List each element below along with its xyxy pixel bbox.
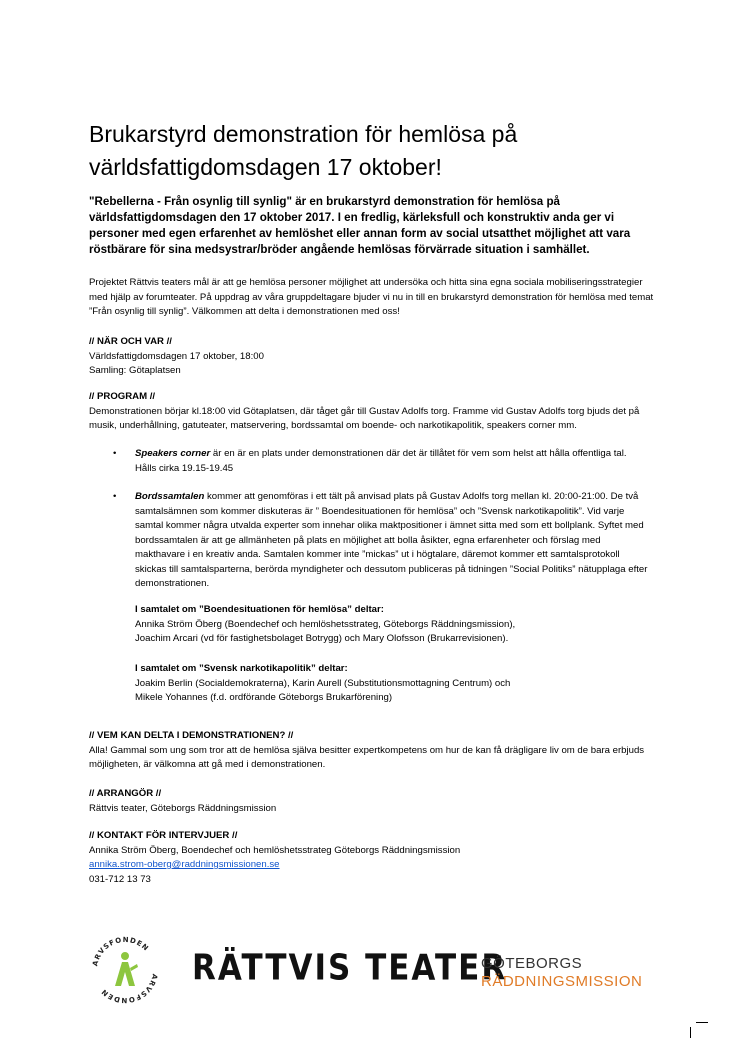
lead-paragraph: "Rebellerna - Från osynlig till synlig" är en brukarstyrd demonstration för hemlösa på världsfattigdomsdagen den 17 oktober 2017. I en fredlig, kärleksfull och konstruktiv anda ger vi personer med egen erfarenhet av hemlöshet eller annan form av social utsatthet möjlighet att vara röstbärare för sina medsystrar/bröder angående hemlösas förvärrade situation i samhället. <box>89 195 631 256</box>
organizer-text: Rättvis teater, Göteborgs Räddningsmission <box>89 802 277 814</box>
panel-boende-heading: I samtalet om ”Boendesituationen för hemlösa” deltar: <box>135 604 384 615</box>
arvsfonden-ring-text: ARVSFONDEN <box>91 935 151 967</box>
organizer-heading: // ARRANGÖR // <box>89 788 162 799</box>
goteborgs-raddningsmission-logo <box>481 955 642 991</box>
contact-section <box>89 829 654 887</box>
panel-boende <box>135 603 649 647</box>
bordssamtalen-desc: kommer att genomföras i ett tält på anvisad plats på Gustav Adolfs torg mellan kl. 20:00-21:00. De två samtalsämnen som kommer diskuteras är ” Boendesituationen för hemlösa” och ”Svensk narkotikapolitik”. Vid varje samtal kommer några utvalda experter som innehar olika maktpositioner i ämnet sitta med som ett bollplank. Syftet med bordssamtalen är att ge allmänheten på plats en möjlighet att bolla åsikter, egna erfarenheter och förslag med makthavare i en kreativ anda. Samtalen kommer inte ”mickas” ut i högtalare, däremot kommer ett samtalsprotokoll skickas till samtalsparterna, berörda myndigheter och dessutom publiceras på tidningen ”Social Politiks” nätupplaga efter demonstrationen. <box>135 491 648 589</box>
panel-narkotika <box>135 662 649 706</box>
when-where-heading: // NÄR OCH VAR // <box>89 336 172 347</box>
contact-phone: 031-712 13 73 <box>89 873 151 885</box>
bullet-icon: • <box>113 448 117 459</box>
who-section <box>89 729 654 773</box>
bordssamtalen-label: Bordssamtalen <box>135 491 205 502</box>
page-corner-mark <box>690 1022 706 1038</box>
when-where-section <box>89 335 654 379</box>
speakers-corner-label: Speakers corner <box>135 448 211 459</box>
svg-text:ARVSFONDEN <box>91 936 150 967</box>
speakers-corner-desc: är en är en plats under demonstrationen där det är tillåtet för vem som helst att hålla offentliga tal. Hålls cirka 19.15-19.45 <box>135 448 627 474</box>
program-heading: // PROGRAM // <box>89 391 156 402</box>
arvsfonden-logo-icon <box>89 934 161 1006</box>
panel-narkotika-line1: Joakim Berlin (Socialdemokraterna), Karin Aurell (Substitutionsmottagning Centrum) och <box>135 677 511 689</box>
bullet-icon: • <box>113 491 117 502</box>
when-where-date: Världsfattigdomsdagen 17 oktober, 18:00 <box>89 350 264 362</box>
speakers-corner-text <box>135 447 649 476</box>
bordssamtalen-text <box>135 490 649 592</box>
page-title: Brukarstyrd demonstration för hemlösa på världsfattigdomsdagen 17 oktober! <box>89 121 518 180</box>
who-text: Alla! Gammal som ung som tror att de hemlösa själva besitter expertkompetens om hur de kan få drägligare liv om de bara erbjuds möjligheten, är välkomna att gå med i demonstrationen. <box>89 744 645 770</box>
when-where-gathering: Samling: Götaplatsen <box>89 365 181 376</box>
who-heading: // VEM KAN DELTA I DEMONSTRATIONEN? // <box>89 730 294 741</box>
program-text: Demonstrationen börjar kl.18:00 vid Götaplatsen, där tåget går till Gustav Adolfs torg. Framme vid Gustav Adolfs torg bjuds det på musik, underhållning, gatuteater, matservering, bordssamtal om boende- och narkotikapolitik, speakers corner mm. <box>89 405 640 431</box>
raddningsmission-text: RÄDDNINGSMISSION <box>481 973 643 990</box>
organizer-section <box>89 787 654 816</box>
panel-narkotika-heading: I samtalet om ”Svensk narkotikapolitik” deltar: <box>135 663 348 674</box>
program-section <box>89 390 654 434</box>
contact-email-link[interactable]: annika.strom-oberg@raddningsmissionen.se <box>89 859 280 870</box>
intro-paragraph: Projektet Rättvis teaters mål är att ge hemlösa personer möjlighet att undersöka och hitta sina egna sociala mobiliseringsstrategier med hjälp av forumteater. På uppdrag av våra gruppdeltagare bjuder vi nu in till en brukarstyrd demonstration för hemlösa med temat ”Från osynlig till synlig”. Välkommen att delta i demonstrationen med oss! <box>89 277 654 317</box>
panel-narkotika-line2: Mikele Yohannes (f.d. ordförande Göteborgs Brukarförening) <box>135 692 393 703</box>
panel-boende-line1: Annika Ström Öberg (Boendechef och hemlöshetsstrateg, Göteborgs Räddningsmission), <box>135 618 516 630</box>
arvsfonden-ring-text-2: ARVSFONDEN <box>99 973 159 1005</box>
rattvis-teater-logo: RÄTTVIS TEATER <box>192 947 508 989</box>
goteborgs-text: GÖTEBORGS <box>481 955 583 972</box>
panel-boende-line2: Joachim Arcari (vd för fastighetsbolaget Botrygg) och Mary Olofsson (Brukarrevisionen). <box>135 633 509 644</box>
contact-name: Annika Ström Öberg, Boendechef och hemlöshetsstrateg Göteborgs Räddningsmission <box>89 844 461 856</box>
contact-heading: // KONTAKT FÖR INTERVJUER // <box>89 830 238 841</box>
logo-bar <box>89 930 659 1010</box>
